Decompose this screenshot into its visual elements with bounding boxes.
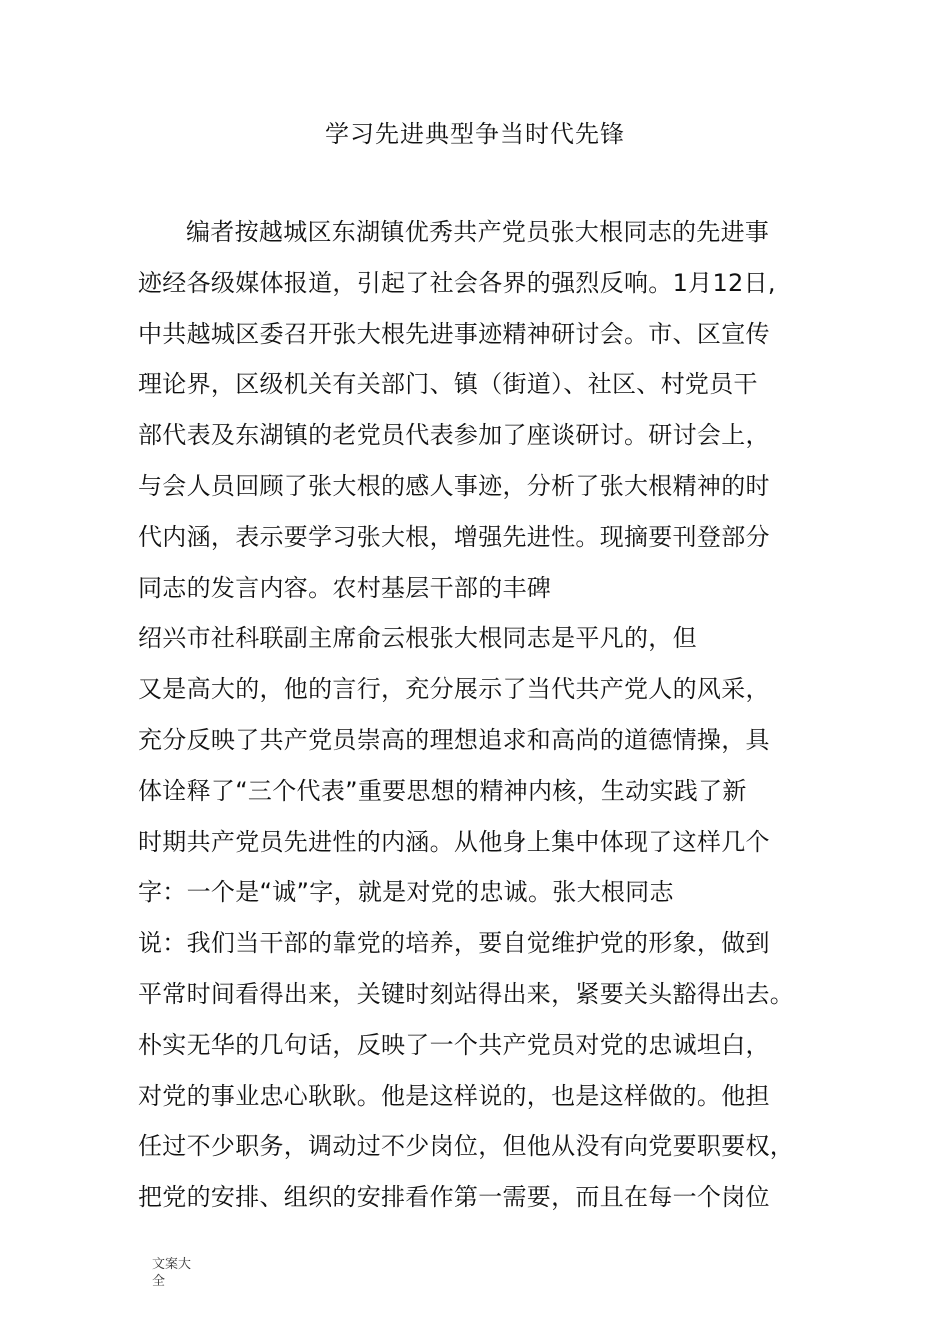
body-line: 任过不少职务，调动过不少岗位，但他从没有向党要职要权， — [138, 1132, 795, 1161]
body-line: 把党的安排、组织的安排看作第一需要，而且在每一个岗位 — [138, 1183, 770, 1212]
body-line: 部代表及东湖镇的老党员代表参加了座谈研讨。研讨会上， — [138, 421, 770, 450]
body-line: 时期共产党员先进性的内涵。从他身上集中体现了这样几个 — [138, 827, 770, 856]
body-line: 字：一个是“诚”字，就是对党的忠诚。张大根同志 — [138, 878, 674, 907]
document-title: 学习先进典型争当时代先锋 — [325, 120, 625, 148]
body-line: 充分反映了共产党员崇高的理想追求和高尚的道德情操，具 — [138, 725, 770, 754]
body-line: 体诠释了“三个代表”重要思想的精神内核，生动实践了新 — [138, 776, 747, 805]
body-line: 平常时间看得出来，关键时刻站得出来，紧要关头豁得出去。 — [138, 979, 795, 1008]
body-line: 对党的事业忠心耿耿。他是这样说的，也是这样做的。他担 — [138, 1081, 770, 1110]
document-body — [138, 207, 828, 1223]
body-line: 代内涵，表示要学习张大根，增强先进性。现摘要刊登部分 — [138, 522, 770, 551]
body-line: 又是高大的，他的言行，充分展示了当代共产党人的风采， — [138, 675, 770, 704]
body-line: 同志的发言内容。农村基层干部的丰碑 — [138, 573, 552, 602]
body-line: 中共越城区委召开张大根先进事迹精神研讨会。市、区宣传 — [138, 319, 770, 348]
body-line: 绍兴市社科联副主席俞云根张大根同志是平凡的，但 — [138, 624, 697, 653]
body-line: 与会人员回顾了张大根的感人事迹，分析了张大根精神的时 — [138, 471, 770, 500]
footer-label: 文案大全 — [152, 1257, 192, 1289]
body-line: 编者按越城区东湖镇优秀共产党员张大根同志的先进事 — [186, 218, 770, 246]
body-line: 理论界，区级机关有关部门、镇（街道）、社区、村党员干 — [138, 370, 758, 399]
body-line: 朴实无华的几句话，反映了一个共产党员对党的忠诚坦白， — [138, 1030, 770, 1059]
body-line: 迹经各级媒体报道，引起了社会各界的强烈反响。1月12日, — [138, 268, 776, 297]
body-line: 说：我们当干部的靠党的培养，要自觉维护党的形象，做到 — [138, 929, 770, 958]
